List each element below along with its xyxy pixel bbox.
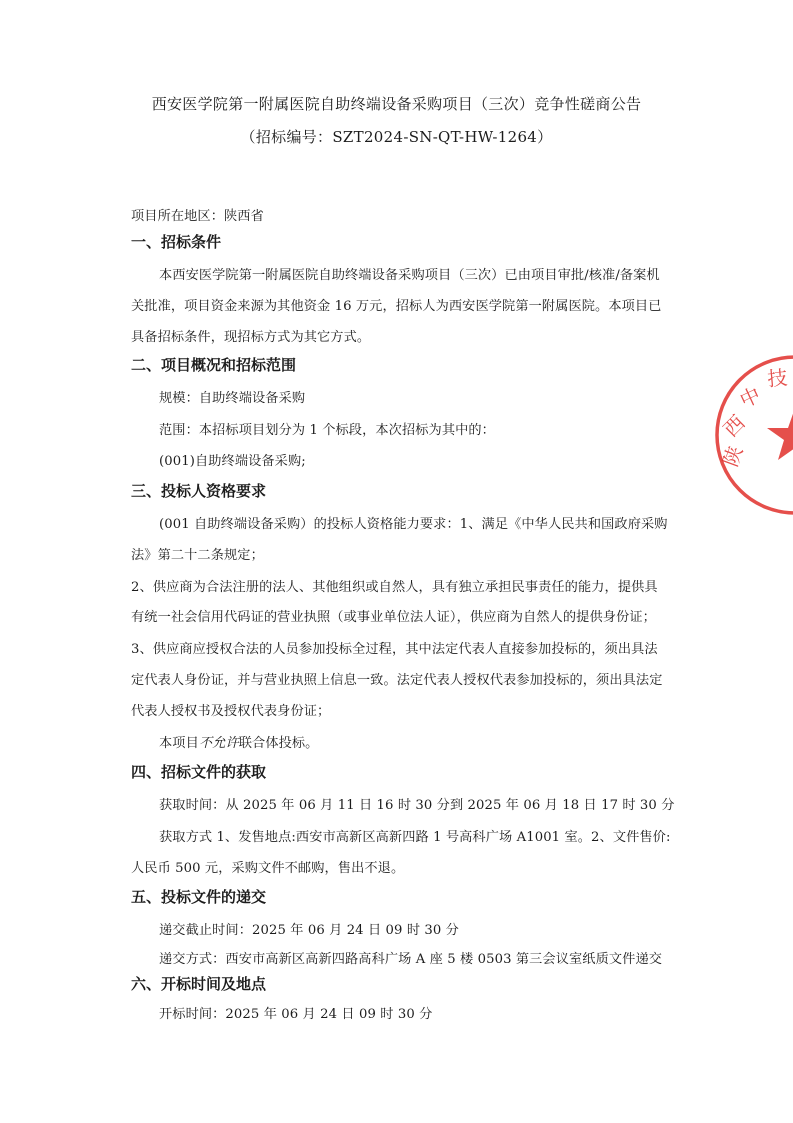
submission-deadline: 递交截止时间：2025 年 06 月 24 日 09 时 30 分 — [159, 923, 459, 938]
acquisition-time: 获取时间：从 2025 年 06 月 11 日 16 时 30 分到 2025 年 06 月 18 日 17 时 30 分 — [159, 798, 675, 813]
consortium-suffix: 联合体投标。 — [238, 736, 319, 751]
section-1-heading: 一、招标条件 — [131, 233, 222, 251]
consortium-prefix: 本项目 — [159, 736, 199, 751]
section-2-lot: (001)自助终端设备采购; — [159, 454, 306, 469]
section-4-heading: 四、招标文件的获取 — [131, 763, 267, 781]
section-3-text: 3、供应商应授权合法的人员参加投标全过程，其中法定代表人直接参加投标的，须出具法 — [131, 642, 658, 657]
section-3-text: (001 自助终端设备采购）的投标人资格能力要求：1、满足《中华人民共和国政府采购 — [159, 517, 668, 532]
acquisition-method: 获取方式 1、发售地点:西安市高新区高新四路 1 号高科广场 A1001 室。2、文件售价: — [159, 830, 671, 845]
acquisition-method: 人民币 500 元，采购文件不邮购，售出不退。 — [131, 861, 405, 876]
project-region: 项目所在地区：陕西省 — [131, 209, 264, 224]
section-3-text: 有统一社会信用代码证的营业执照（或事业单位法人证），供应商为自然人的提供身份证； — [131, 610, 656, 625]
svg-text:技: 技 — [766, 365, 789, 391]
section-3-text: 代表人授权书及授权代表身份证； — [131, 704, 331, 719]
section-3-heading: 三、投标人资格要求 — [131, 482, 267, 500]
svg-text:西: 西 — [718, 410, 750, 442]
consortium-note — [159, 732, 318, 751]
section-1-text: 具备招标条件，现招标方式为其它方式。 — [131, 330, 371, 345]
section-3-text: 2、供应商为合法注册的法人、其他组织或自然人，具有独立承担民事责任的能力，提供具 — [131, 580, 658, 595]
submission-method: 递交方式：西安市高新区高新四路高科广场 A 座 5 楼 0503 第三会议室纸质文件递交 — [159, 952, 663, 967]
section-2-scope: 范围：本招标项目划分为 1 个标段，本次招标为其中的： — [159, 423, 495, 438]
document-title: 西安医学院第一附属医院自助终端设备采购项目（三次）竞争性磋商公告 — [151, 95, 642, 113]
consortium-emphasis: 不允许 — [198, 736, 239, 751]
section-1-text: 本西安医学院第一附属医院自助终端设备采购项目（三次）已由项目审批/核准/备案机 — [159, 268, 660, 283]
svg-text:中: 中 — [735, 382, 765, 413]
company-seal-stamp — [710, 350, 793, 520]
section-6-heading: 六、开标时间及地点 — [131, 975, 267, 993]
section-2-heading: 二、项目概况和招标范围 — [131, 356, 297, 374]
section-1-text: 关批准，项目资金来源为其他资金 16 万元，招标人为西安医学院第一附属医院。本项目已 — [131, 299, 662, 314]
section-2-scale: 规模：自助终端设备采购 — [159, 391, 306, 406]
tender-number: （招标编号：SZT2024-SN-QT-HW-1264） — [240, 128, 553, 146]
section-3-text: 法》第二十二条规定； — [131, 548, 264, 563]
section-5-heading: 五、投标文件的递交 — [131, 888, 267, 906]
opening-time: 开标时间：2025 年 06 月 24 日 09 时 30 分 — [159, 1007, 433, 1022]
section-3-text: 定代表人身份证，并与营业执照上信息一致。法定代表人授权代表参加投标的，须出具法定 — [131, 673, 663, 688]
svg-text:陕: 陕 — [718, 442, 748, 470]
